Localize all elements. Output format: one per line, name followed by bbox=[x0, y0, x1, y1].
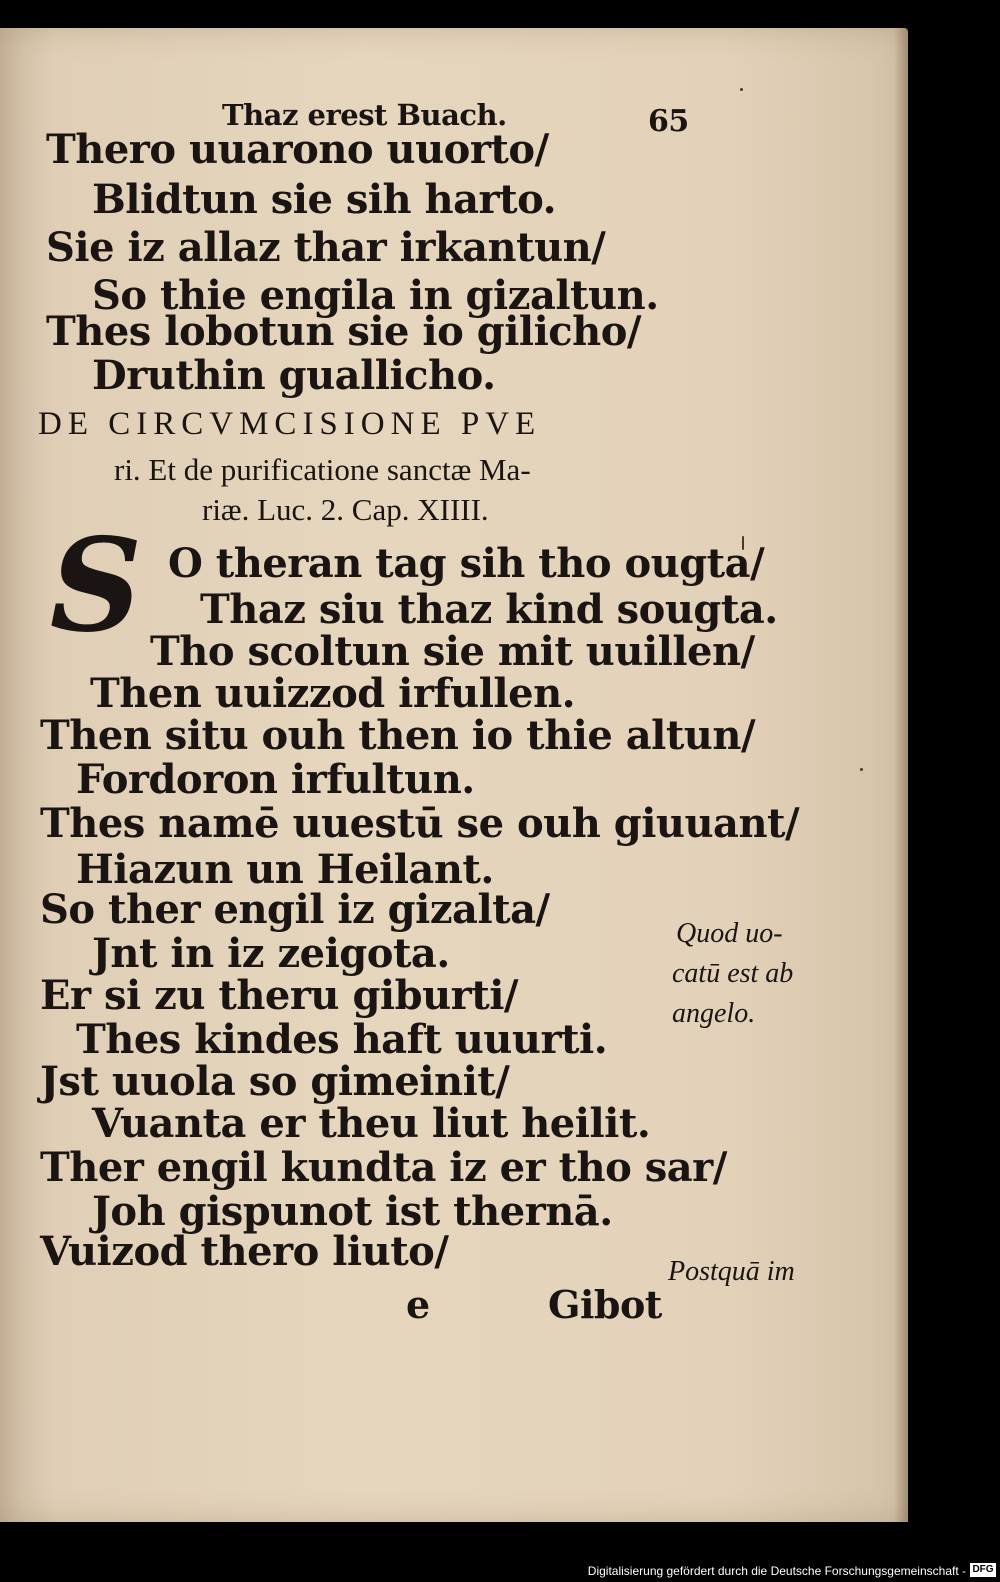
marginal-note-line: Quod uo- bbox=[676, 918, 783, 949]
marginal-note-line: catū est ab bbox=[672, 958, 794, 989]
signature-mark: e bbox=[406, 1282, 430, 1327]
verse-line: Then uuizzod irfullen. bbox=[90, 670, 576, 717]
verse-line: Er si zu theru giburti/ bbox=[40, 972, 519, 1019]
verse-line: Druthin guallicho. bbox=[92, 352, 496, 399]
dfg-logo: DFG bbox=[970, 1563, 996, 1577]
verse-line: Vuanta er theu liut heilit. bbox=[92, 1100, 651, 1147]
verse-line: Sie iz allaz thar irkantun/ bbox=[46, 224, 606, 271]
running-title: Thaz erest Buach. bbox=[222, 98, 507, 132]
verse-line: Thes kindes haft uuurti. bbox=[76, 1016, 608, 1063]
verse-line: Vuizod thero liuto/ bbox=[40, 1228, 449, 1275]
verse-line: Jst uuola so gimeinit/ bbox=[40, 1058, 510, 1105]
verse-line: Joh gispunot ist thernā. bbox=[92, 1188, 613, 1235]
section-heading-line: riæ. Luc. 2. Cap. XIIII. bbox=[202, 492, 489, 527]
verse-line: Jnt in iz zeigota. bbox=[92, 930, 450, 977]
verse-line: Blidtun sie sih harto. bbox=[92, 176, 556, 223]
verse-line: Thero uuarono uuorto/ bbox=[46, 126, 549, 173]
decorated-initial: S bbox=[49, 511, 143, 661]
paper-speck bbox=[740, 88, 743, 91]
marginal-note-line: angelo. bbox=[672, 998, 756, 1029]
page-number: 65 bbox=[648, 104, 689, 139]
verse-line: So ther engil iz gizalta/ bbox=[40, 886, 550, 933]
verse-line: Ther engil kundta iz er tho sar/ bbox=[40, 1144, 727, 1191]
paper-speck bbox=[860, 768, 863, 771]
verse-line: Then situ ouh then io thie altun/ bbox=[40, 712, 756, 759]
section-heading: DE CIRCVMCISIONE PVE bbox=[38, 406, 542, 442]
verse-line: Thes namē uuestū se ouh giuuant/ bbox=[40, 800, 800, 847]
marginal-note: Postquā im bbox=[668, 1256, 795, 1287]
verse-line: Hiazun un Heilant. bbox=[76, 846, 494, 893]
funding-credit: Digitalisierung gefördert durch die Deutsche Forschungsgemeinschaft - bbox=[587, 1564, 966, 1578]
catchword: Gibot bbox=[548, 1282, 662, 1327]
verse-line: Tho scoltun sie mit uuillen/ bbox=[150, 628, 755, 675]
verse-line: Thes lobotun sie io gilicho/ bbox=[46, 308, 642, 355]
verse-line: O theran tag sih tho ougta/ bbox=[168, 540, 765, 587]
verse-line: Fordoron irfultun. bbox=[76, 756, 475, 803]
section-heading-line: ri. Et de purificatione sanctæ Ma- bbox=[114, 452, 531, 487]
verse-line: Thaz siu thaz kind sougta. bbox=[200, 586, 778, 633]
verse-line: So thie engila in gizaltun. bbox=[92, 272, 659, 319]
